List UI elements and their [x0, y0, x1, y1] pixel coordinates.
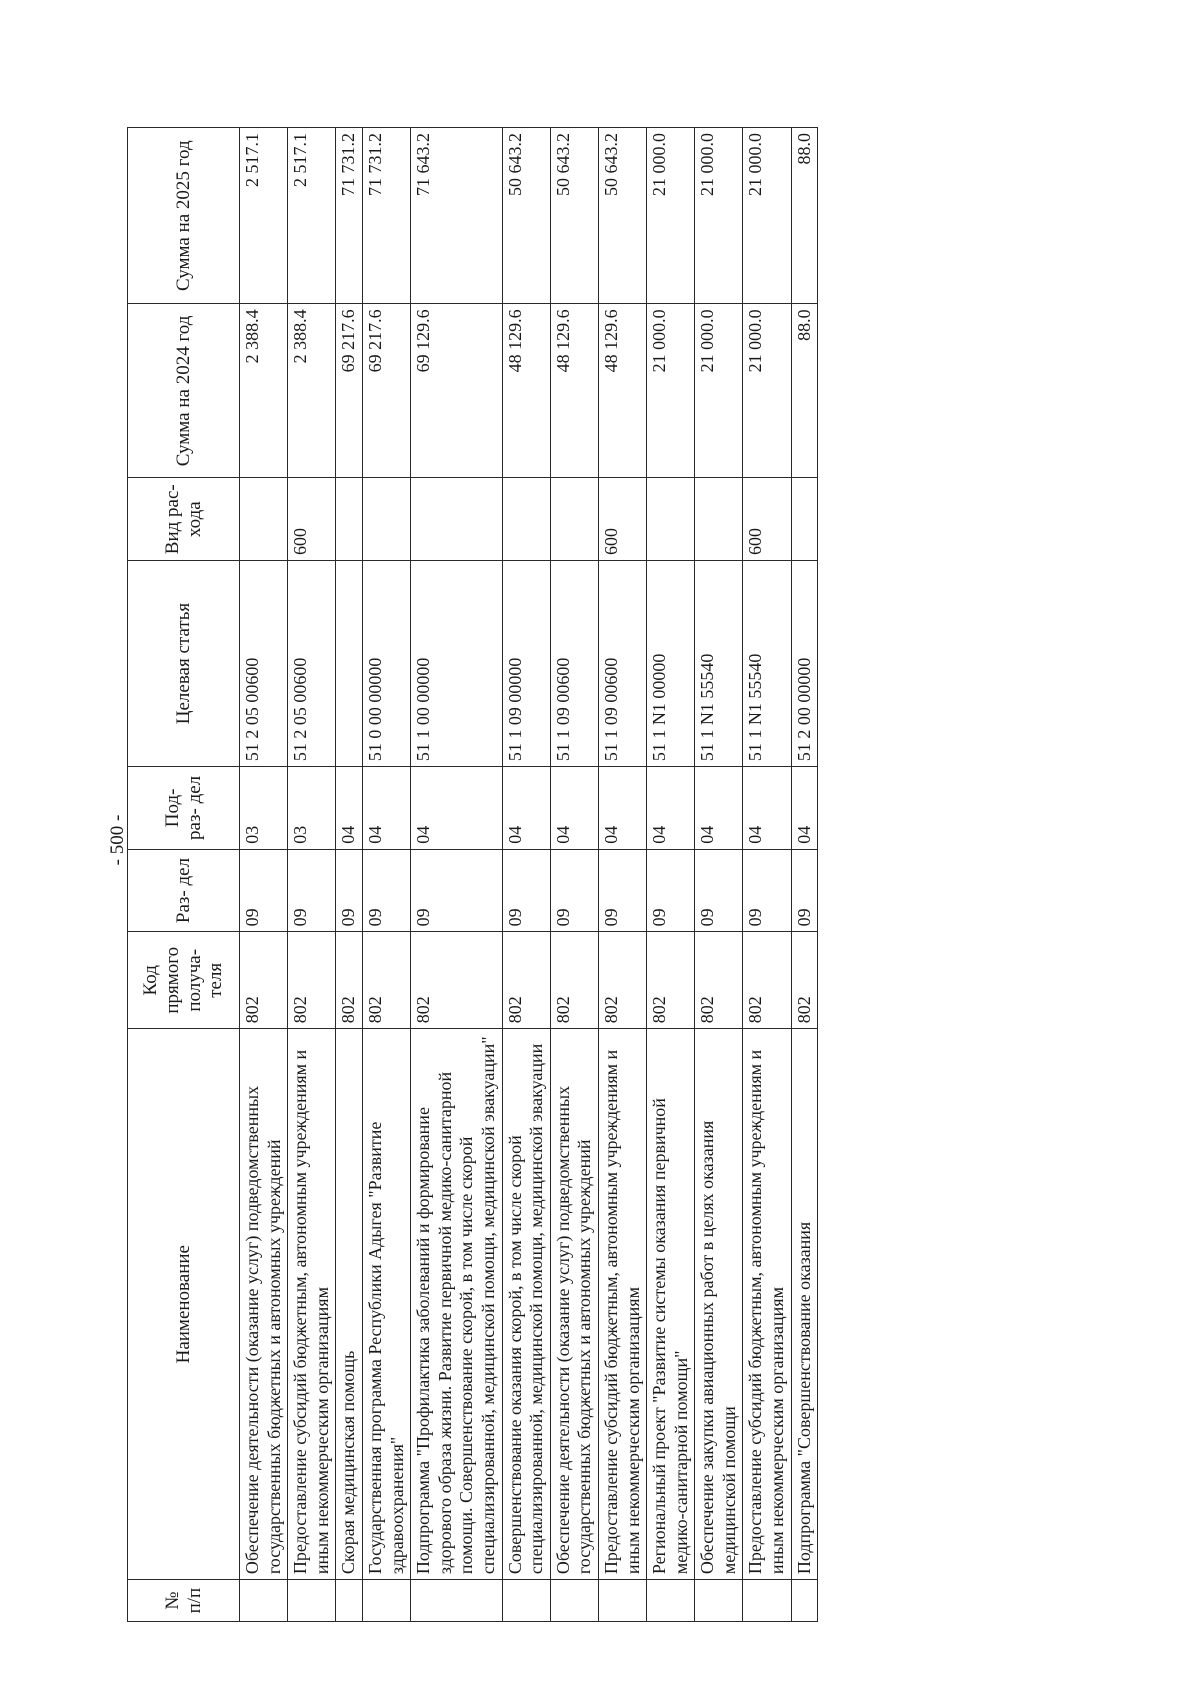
cell-razdel: 09: [647, 849, 695, 932]
cell-kod: 802: [647, 932, 695, 1029]
cell-celevaya: 51 1 N1 00000: [647, 561, 695, 767]
cell-podrazdel: 04: [791, 767, 818, 850]
cell-sum2025: 21 000.0: [743, 128, 791, 304]
cell-razdel: 09: [695, 849, 743, 932]
cell-name: Предоставление субсидий бюджетным, автономным учреждениям и иным некоммерческим организациям: [743, 1029, 791, 1580]
cell-name: Государственная программа Республики Адыгея "Развитие здравоохранения": [362, 1029, 410, 1580]
cell-kod: 802: [598, 932, 646, 1029]
cell-kod: 802: [362, 932, 410, 1029]
table-row: [695, 128, 743, 1622]
cell-name: Обеспечение деятельности (оказание услуг) подведомственных государственных бюджетных и автономных учреждений: [550, 1029, 598, 1580]
budget-table: [127, 127, 818, 1622]
cell-sum2024: 21 000.0: [647, 304, 695, 478]
cell-sum2024: 2 388.4: [240, 304, 288, 478]
header-razdel: Раз- дел: [128, 849, 240, 932]
header-celevaya: Целевая статья: [128, 561, 240, 767]
table-row: [743, 128, 791, 1622]
cell-sum2025: 71 731.2: [336, 128, 363, 304]
cell-sum2025: 50 643.2: [598, 128, 646, 304]
table-row: [362, 128, 410, 1622]
cell-razdel: 09: [550, 849, 598, 932]
cell-razdel: 09: [502, 849, 550, 932]
cell-name: Обеспечение закупки авиационных работ в целях оказания медицинской помощи: [695, 1029, 743, 1580]
cell-no: [288, 1580, 336, 1622]
cell-celevaya: 51 2 05 00600: [288, 561, 336, 767]
cell-kod: 802: [240, 932, 288, 1029]
cell-kod: 802: [791, 932, 818, 1029]
cell-no: [791, 1580, 818, 1622]
cell-kod: 802: [336, 932, 363, 1029]
cell-no: [743, 1580, 791, 1622]
cell-celevaya: 51 2 05 00600: [240, 561, 288, 767]
cell-sum2024: 2 388.4: [288, 304, 336, 478]
cell-podrazdel: 04: [647, 767, 695, 850]
cell-podrazdel: 04: [336, 767, 363, 850]
cell-sum2025: 50 643.2: [550, 128, 598, 304]
table-header: [128, 128, 240, 1622]
cell-razdel: 09: [598, 849, 646, 932]
cell-celevaya: 51 1 09 00600: [598, 561, 646, 767]
cell-razdel: 09: [791, 849, 818, 932]
budget-table-region: [127, 127, 1037, 1622]
cell-no: [502, 1580, 550, 1622]
cell-sum2024: 48 129.6: [550, 304, 598, 478]
cell-sum2025: 21 000.0: [647, 128, 695, 304]
cell-razdel: 09: [336, 849, 363, 932]
cell-sum2024: 48 129.6: [598, 304, 646, 478]
cell-razdel: 09: [240, 849, 288, 932]
cell-no: [411, 1580, 502, 1622]
cell-no: [598, 1580, 646, 1622]
cell-celevaya: 51 2 00 00000: [791, 561, 818, 767]
cell-sum2025: 2 517.1: [288, 128, 336, 304]
cell-podrazdel: 04: [743, 767, 791, 850]
table-row: [598, 128, 646, 1622]
cell-vid: 600: [598, 478, 646, 561]
cell-vid: 600: [288, 478, 336, 561]
cell-podrazdel: 04: [695, 767, 743, 850]
cell-no: [550, 1580, 598, 1622]
cell-no: [336, 1580, 363, 1622]
cell-razdel: 09: [743, 849, 791, 932]
cell-sum2024: 69 129.6: [411, 304, 502, 478]
cell-name: Скорая медицинская помощь: [336, 1029, 363, 1580]
cell-name: Региональный проект "Развитие системы оказания первичной медико-санитарной помощи": [647, 1029, 695, 1580]
cell-no: [695, 1580, 743, 1622]
cell-vid: [791, 478, 818, 561]
cell-celevaya: 51 0 00 00000: [362, 561, 410, 767]
header-vid: Вид рас- хода: [128, 478, 240, 561]
header-kod: Код прямого получа- теля: [128, 932, 240, 1029]
header-podrazdel: Под- раз- дел: [128, 767, 240, 850]
cell-vid: [240, 478, 288, 561]
cell-no: [647, 1580, 695, 1622]
cell-podrazdel: 04: [550, 767, 598, 850]
cell-sum2025: 71 731.2: [362, 128, 410, 304]
cell-sum2025: 88.0: [791, 128, 818, 304]
table-row: [791, 128, 818, 1622]
cell-vid: 600: [743, 478, 791, 561]
table-row: [288, 128, 336, 1622]
cell-celevaya: [336, 561, 363, 767]
cell-kod: 802: [695, 932, 743, 1029]
table-row: [240, 128, 288, 1622]
cell-podrazdel: 04: [598, 767, 646, 850]
cell-vid: [362, 478, 410, 561]
cell-sum2025: 50 643.2: [502, 128, 550, 304]
table-row: [336, 128, 363, 1622]
table-row: [647, 128, 695, 1622]
cell-sum2025: 21 000.0: [695, 128, 743, 304]
cell-name: Совершенствование оказания скорой, в том числе скорой специализированной, медицинской помощи, медицинской эвакуации: [502, 1029, 550, 1580]
rotated-sheet: [127, 127, 1037, 1622]
cell-name: Предоставление субсидий бюджетным, автономным учреждениям и иным некоммерческим организациям: [598, 1029, 646, 1580]
cell-vid: [411, 478, 502, 561]
cell-razdel: 09: [411, 849, 502, 932]
cell-razdel: 09: [288, 849, 336, 932]
table-body: [240, 128, 818, 1622]
cell-celevaya: 51 1 09 00600: [550, 561, 598, 767]
cell-no: [362, 1580, 410, 1622]
cell-kod: 802: [502, 932, 550, 1029]
table-row: [550, 128, 598, 1622]
cell-sum2024: 48 129.6: [502, 304, 550, 478]
cell-razdel: 09: [362, 849, 410, 932]
cell-sum2024: 88.0: [791, 304, 818, 478]
cell-kod: 802: [288, 932, 336, 1029]
cell-sum2025: 71 643.2: [411, 128, 502, 304]
cell-kod: 802: [411, 932, 502, 1029]
cell-podrazdel: 04: [411, 767, 502, 850]
cell-sum2024: 69 217.6: [336, 304, 363, 478]
cell-sum2024: 21 000.0: [695, 304, 743, 478]
cell-celevaya: 51 1 00 00000: [411, 561, 502, 767]
cell-vid: [550, 478, 598, 561]
cell-name: Подпрограмма "Профилактика заболеваний и формирование здорового образа жизни. Развитие первичной медико-санитарной помощи. Совершенствование скорой, в том числе скорой специализированной, медицинской помощи, медицинской эвакуации": [411, 1029, 502, 1580]
page-number: - 500 -: [107, 814, 128, 866]
cell-vid: [695, 478, 743, 561]
header-sum2024: Сумма на 2024 год: [128, 304, 240, 478]
cell-sum2025: 2 517.1: [240, 128, 288, 304]
cell-vid: [336, 478, 363, 561]
table-row: [502, 128, 550, 1622]
cell-podrazdel: 04: [362, 767, 410, 850]
cell-podrazdel: 03: [240, 767, 288, 850]
cell-sum2024: 21 000.0: [743, 304, 791, 478]
cell-celevaya: 51 1 N1 55540: [743, 561, 791, 767]
cell-celevaya: 51 1 N1 55540: [695, 561, 743, 767]
cell-podrazdel: 04: [502, 767, 550, 850]
cell-kod: 802: [550, 932, 598, 1029]
cell-kod: 802: [743, 932, 791, 1029]
cell-podrazdel: 03: [288, 767, 336, 850]
header-no: № п/п: [128, 1580, 240, 1622]
cell-celevaya: 51 1 09 00000: [502, 561, 550, 767]
cell-sum2024: 69 217.6: [362, 304, 410, 478]
table-row: [411, 128, 502, 1622]
cell-vid: [502, 478, 550, 561]
header-name: Наименование: [128, 1029, 240, 1580]
cell-no: [240, 1580, 288, 1622]
cell-name: Подпрограмма "Совершенствование оказания: [791, 1029, 818, 1580]
header-sum2025: Сумма на 2025 год: [128, 128, 240, 304]
cell-name: Обеспечение деятельности (оказание услуг) подведомственных государственных бюджетных и автономных учреждений: [240, 1029, 288, 1580]
cell-name: Предоставление субсидий бюджетным, автономным учреждениям и иным некоммерческим организациям: [288, 1029, 336, 1580]
cell-vid: [647, 478, 695, 561]
